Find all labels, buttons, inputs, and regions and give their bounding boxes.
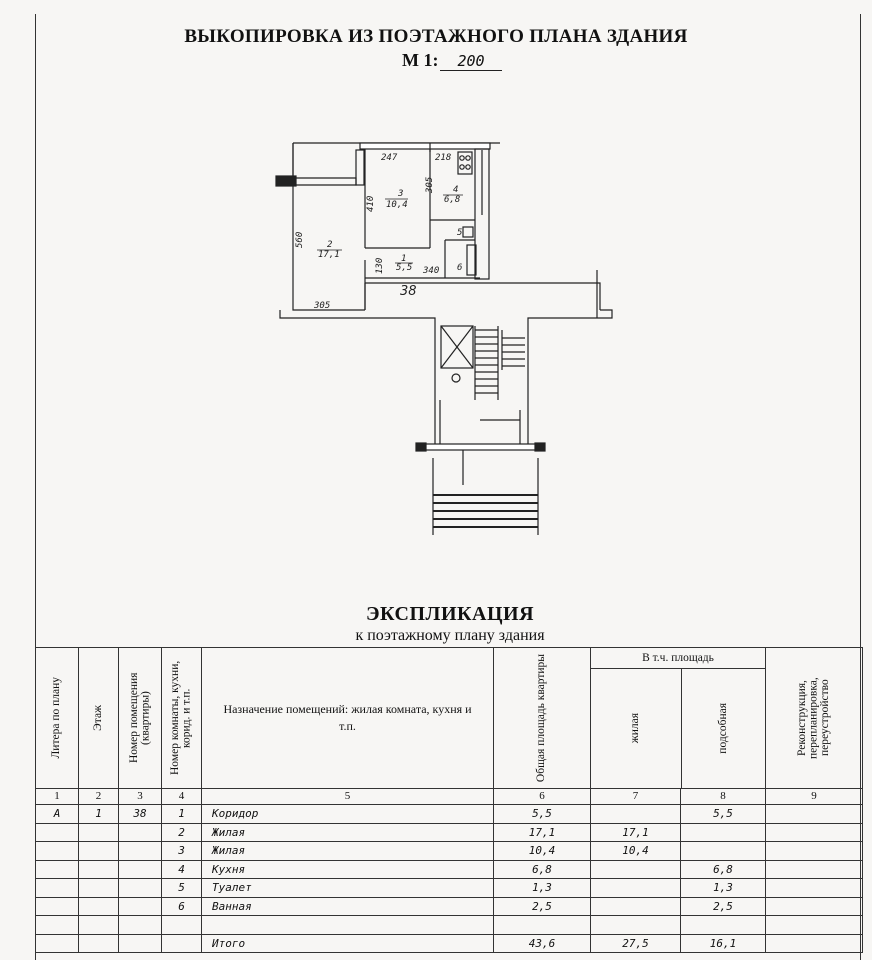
explication-title: ЭКСПЛИКАЦИЯ [365, 603, 535, 625]
header-cell: Общая площадь квартиры [494, 648, 591, 789]
cell-aux: 5,5 [681, 805, 766, 824]
cell-reconstruction [766, 842, 863, 861]
dim-label: 218 [435, 153, 452, 163]
header-cell: Литера по плану [36, 648, 79, 789]
cell-aux [681, 916, 766, 935]
cell-living [591, 916, 681, 935]
cell-living [591, 879, 681, 898]
apartment-number-label: 38 [400, 284, 417, 299]
cell-room: 5 [162, 879, 202, 898]
cell-name: Жилая [202, 823, 494, 842]
cell-living [591, 860, 681, 879]
cell-litera [36, 879, 79, 898]
cell-total: 6,8 [494, 860, 591, 879]
room-number: 3 [398, 189, 404, 199]
explication-table [35, 647, 863, 953]
cell-reconstruction [766, 916, 863, 935]
incl-area-header: В т.ч. площадь [591, 648, 765, 669]
cell-floor: 1 [79, 805, 119, 824]
column-number: 2 [79, 789, 119, 805]
dim-label: 560 [295, 231, 305, 248]
cell-room: 6 [162, 897, 202, 916]
porch-steps [433, 495, 538, 527]
cell-living: 17,1 [591, 823, 681, 842]
cell-floor [79, 897, 119, 916]
stairs [475, 326, 525, 400]
room-area: 17,1 [318, 250, 340, 260]
cell-reconstruction [766, 823, 863, 842]
cell-room: 4 [162, 860, 202, 879]
table-row [36, 823, 863, 842]
total-aux: 16,1 [681, 934, 766, 953]
cell-room: 2 [162, 823, 202, 842]
cell-reconstruction [766, 879, 863, 898]
table-row [36, 897, 863, 916]
cell-name: Коридор [202, 805, 494, 824]
cell-apt [119, 879, 162, 898]
dim-label: 340 [423, 266, 440, 276]
cell-total: 5,5 [494, 805, 591, 824]
cell-reconstruction [766, 860, 863, 879]
cell-floor [79, 879, 119, 898]
document-title: ВЫКОПИРОВКА ИЗ ПОЭТАЖНОГО ПЛАНА ЗДАНИЯ [184, 26, 688, 47]
cell-name: Кухня [202, 860, 494, 879]
cell-total: 10,4 [494, 842, 591, 861]
cell-reconstruction [766, 897, 863, 916]
cell-aux [681, 823, 766, 842]
cell-apt [119, 860, 162, 879]
cell-name: Ванная [202, 897, 494, 916]
column-number: 8 [681, 789, 766, 805]
cell-aux [681, 842, 766, 861]
total-row [36, 934, 863, 953]
room-area: 5,5 [396, 263, 413, 273]
total-label: Итого [202, 934, 494, 953]
cell-litera [36, 842, 79, 861]
cell-aux: 1,3 [681, 879, 766, 898]
dim-label: 130 [375, 257, 385, 274]
table-row [36, 879, 863, 898]
cell-total: 1,3 [494, 879, 591, 898]
cell-total: 2,5 [494, 897, 591, 916]
cell-litera [36, 860, 79, 879]
header-cell: Назначение помещений: жилая комната, кухня и т.п. [202, 648, 494, 789]
cell-name: Туалет [202, 879, 494, 898]
header-cell: Номер комнаты, кухни, корид. и т.п. [162, 648, 202, 789]
cell-room [162, 916, 202, 935]
room-number: 6 [457, 263, 463, 273]
explication-subtitle: к поэтажному плану здания [355, 627, 545, 644]
scale-value: 200 [440, 52, 502, 71]
table-header-row [36, 648, 863, 789]
cell-apt [119, 842, 162, 861]
room-number: 4 [453, 185, 459, 195]
dim-label: 410 [366, 195, 376, 212]
header-cell: Номер помещения (квартиры) [119, 648, 162, 789]
total-area: 43,6 [494, 934, 591, 953]
cell-apt [119, 823, 162, 842]
column-number: 9 [766, 789, 863, 805]
cell-floor [79, 823, 119, 842]
column-number: 4 [162, 789, 202, 805]
auxiliary-header: подсобная [716, 703, 729, 754]
cell-aux: 2,5 [681, 897, 766, 916]
cell-room: 3 [162, 842, 202, 861]
column-number-row [36, 789, 863, 805]
dim-label: 305 [425, 176, 435, 193]
header-cell [591, 648, 766, 789]
cell-living [591, 897, 681, 916]
table-row [36, 805, 863, 824]
dim-label: 247 [381, 153, 398, 163]
table-row [36, 916, 863, 935]
cell-reconstruction [766, 805, 863, 824]
dim-label: 305 [314, 301, 331, 311]
table-row [36, 860, 863, 879]
column-number: 3 [119, 789, 162, 805]
table-row [36, 842, 863, 861]
cell-litera [36, 823, 79, 842]
cell-floor [79, 860, 119, 879]
cell-apt: 38 [119, 805, 162, 824]
room-number: 1 [401, 254, 407, 264]
room-number: 5 [457, 228, 463, 238]
cell-litera [36, 916, 79, 935]
header-cell: Этаж [79, 648, 119, 789]
cell-total [494, 916, 591, 935]
cell-floor [79, 842, 119, 861]
cell-apt [119, 916, 162, 935]
room-number: 2 [327, 240, 333, 250]
cell-name: Жилая [202, 842, 494, 861]
header-cell: Реконструкция, перепланировка, переустройство [766, 648, 863, 789]
scale-label: М 1: [402, 50, 439, 70]
cell-apt [119, 897, 162, 916]
cell-living: 10,4 [591, 842, 681, 861]
room-area: 6,8 [444, 195, 461, 205]
column-number: 1 [36, 789, 79, 805]
living-header: жилая [629, 713, 642, 744]
cell-name [202, 916, 494, 935]
cell-floor [79, 916, 119, 935]
cell-litera [36, 897, 79, 916]
cell-living [591, 805, 681, 824]
cell-litera: А [36, 805, 79, 824]
column-number: 5 [202, 789, 494, 805]
room-area: 10,4 [386, 200, 408, 210]
column-number: 6 [494, 789, 591, 805]
cell-room: 1 [162, 805, 202, 824]
cell-aux: 6,8 [681, 860, 766, 879]
column-number: 7 [591, 789, 681, 805]
total-living: 27,5 [591, 934, 681, 953]
cell-total: 17,1 [494, 823, 591, 842]
